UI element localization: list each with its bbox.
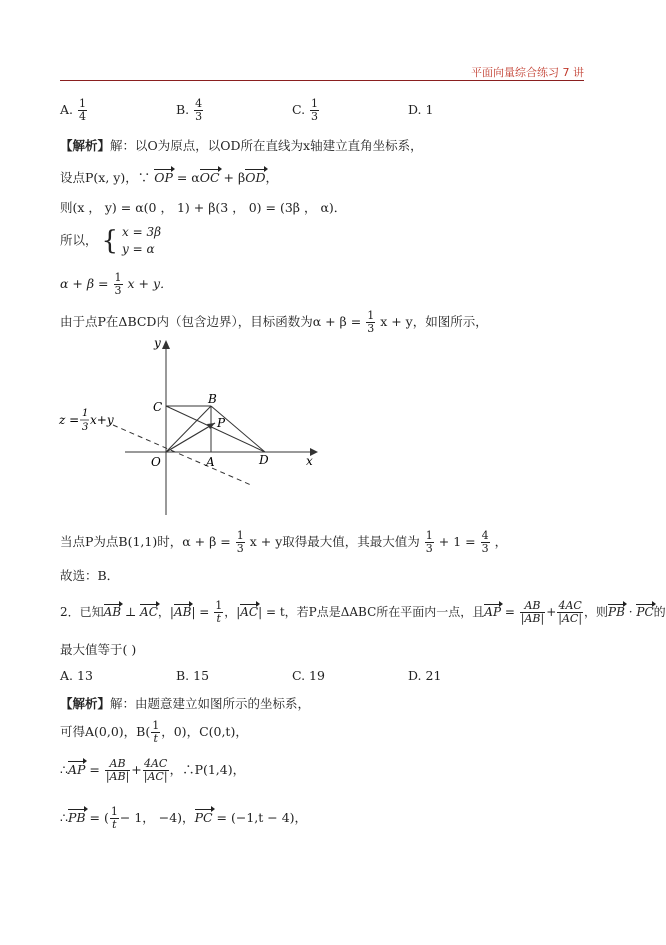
q1-option-b: B. $\frac{4}{3}$ [175, 97, 203, 123]
header-title: 平面向量综合练习 7 讲 [471, 66, 584, 79]
q1-analysis-line7: 当点P为点B(1,1)时，α + β = $\frac{1}{3}$ x + y取得最大值，其最大值为 $\frac{1}{3}$ + 1 = $\frac{4}{3}$ ， [60, 529, 508, 555]
q1-analysis-line1: 【解析】解：以O为原点，以OD所在直线为x轴建立直角坐标系， [60, 138, 423, 153]
page-header [60, 64, 584, 81]
q1-analysis-line6: 由于点P在ΔBCD内（包含边界），目标函数为α + β = $\frac{1}{3}$ x + y，如图所示， [60, 309, 488, 335]
q2-option-a: A. 13 [60, 668, 93, 683]
q1-option-a: A. $\frac{1}{4}$ [60, 97, 86, 123]
q1-option-d: D. 1 [407, 102, 434, 117]
label-b: B [208, 392, 217, 406]
q1-options [60, 98, 433, 123]
q2-stem-line1: 2．已知AB ⊥ AC，|AB| = $\frac{1}{t}$ ，|AC| = t，若P点是ΔABC所在平面内一点，且AP = $\frac{AB}{|AB|}$ + $\frac{4AC}{|AC|}$ ，则PB · PC的 [60, 599, 666, 625]
label-a: A [206, 455, 215, 469]
y-axis-arrow [162, 340, 170, 349]
label-z-den: 3 [82, 422, 89, 433]
label-z-num: 1 [82, 408, 89, 419]
q2-option-c: C. 19 [291, 668, 325, 683]
label-d: D [259, 453, 269, 467]
q1-system: 所以， { x = 3β y = α [60, 225, 162, 256]
q2-analysis-line3: ∴AP = $\frac{AB}{|AB|}$ + $\frac{4AC}{|AC|}$ ，∴P(1,4)， [60, 757, 246, 783]
label-p: P [217, 416, 226, 430]
segment-cd [166, 406, 265, 452]
q1-answer: 故选：B． [60, 568, 120, 583]
label-z-rhs: x+y [90, 413, 114, 427]
q2-option-d: D. 21 [407, 668, 442, 683]
coordinate-figure [55, 335, 335, 520]
label-x: x [306, 454, 313, 468]
q2-option-b: B. 15 [175, 668, 210, 683]
q2-analysis-line2: 可得A(0,0)，B( $\frac{1}{t}$ ，0)，C(0,t)， [60, 719, 248, 745]
label-z-lhs: z = [59, 413, 80, 427]
label-o: O [151, 455, 161, 469]
objective-line [113, 425, 251, 485]
q2-analysis-line1: 【解析】解：由题意建立如图所示的坐标系， [60, 696, 311, 711]
q2-options [60, 668, 441, 683]
label-y: y [154, 336, 161, 350]
q1-analysis-line3: 则(x ， y) = α(0 ， 1) + β(3 ， 0) = (3β ， α)． [60, 200, 347, 215]
q1-objective: α + β = $\frac{1}{3}$ x + y． [60, 271, 173, 297]
q2-stem-line2: 最大值等于( ) [60, 642, 137, 657]
q2-analysis-line4: ∴PB = ( $\frac{1}{t}$ − 1， −4)，PC = (−1,t − 4)， [60, 805, 308, 831]
label-c: C [153, 400, 163, 414]
q1-analysis-line2: 设点P(x, y)，∵ OP = αOC + βOD， [60, 170, 279, 185]
q1-option-c: C. $\frac{1}{3}$ [291, 97, 319, 123]
